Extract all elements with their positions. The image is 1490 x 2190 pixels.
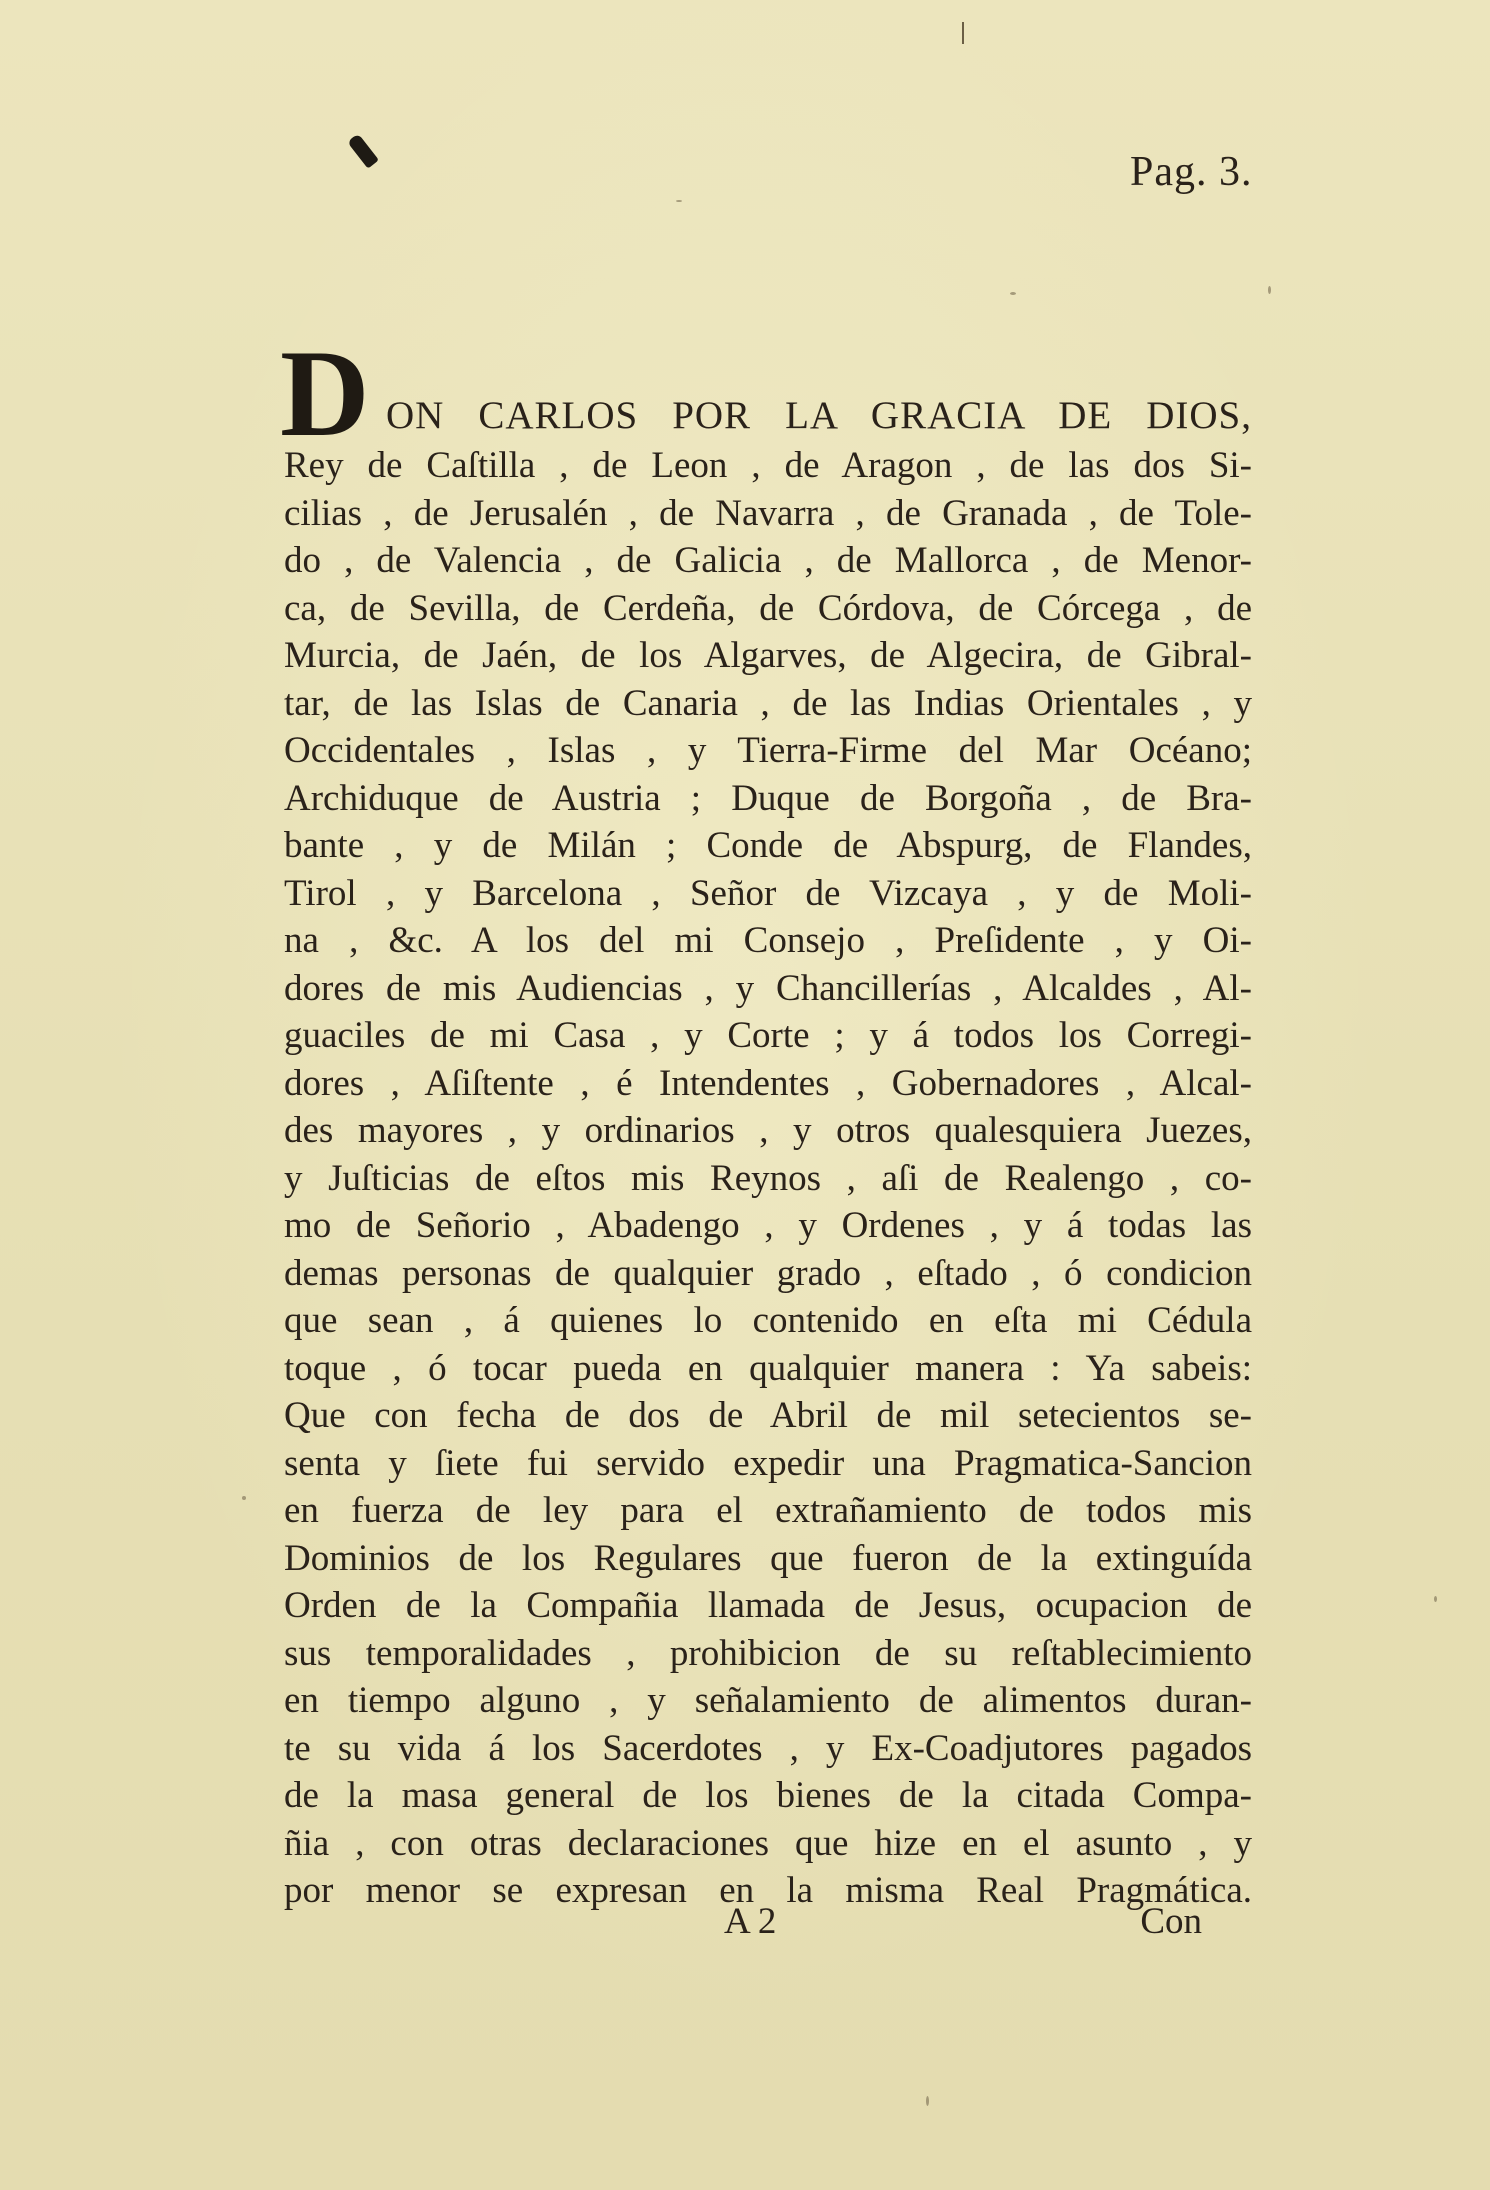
text-line: guaciles de mi Casa , y Corte ; y á todos los Corregi- [284,1015,1252,1056]
paper-speck [1268,286,1271,294]
text-line: Tirol , y Barcelona , Señor de Vizcaya , y de Moli- [284,872,1252,914]
text-line: Murcia, de Jaén, de los Algarves, de Algecira, de Gibral- [284,635,1252,676]
text-line: demas personas de qualquier grado , eſtado , ó condicion [284,1252,1252,1294]
text-line: dores , Aſiſtente , é Intendentes , Gobernadores , Alcal- [284,1062,1252,1104]
text-line: te su vida á los Sacerdotes , y Ex-Coadjutores pagados [284,1727,1252,1769]
text-line: ñia , con otras declaraciones que hize en el asunto , y [284,1822,1252,1864]
text-line: cilias , de Jerusalén , de Navarra , de Granada , de Tole- [284,492,1252,534]
text-line: ca, de Sevilla, de Cerdeña, de Córdova, de Córcega , de [284,587,1252,629]
text-line: mo de Señorio , Abadengo , y Ordenes , y á todas las [284,1205,1252,1246]
text-line: que sean , á quienes lo contenido en eſta mi Cédula [284,1300,1252,1341]
ink-blot [347,133,379,168]
paper-speck [1434,1596,1437,1602]
page-number: Pag. 3. [1130,149,1253,195]
paper-speck [1010,292,1016,295]
text-line: tar, de las Islas de Canaria , de las Indias Orientales , y [284,682,1252,724]
text-line: dores de mis Audiencias , y Chancillerías , Alcaldes , Al- [284,967,1252,1009]
opening-line [280,325,1252,462]
text-line: Archiduque de Austria ; Duque de Borgoña , de Bra- [284,777,1252,819]
text-line: en tiempo alguno , y señalamiento de alimentos duran- [284,1680,1252,1721]
paper-speck [242,1496,246,1500]
paper-speck [926,2096,929,2106]
text-line: de la masa general de los bienes de la citada Compa- [284,1775,1252,1816]
main-text-block [280,325,1252,1915]
text-line: toque , ó tocar pueda en qualquier manera : Ya sabeis: [284,1347,1252,1389]
text-line: y Juſticias de eſtos mis Reynos , aſi de Realengo , co- [284,1157,1252,1199]
paper-speck [676,200,682,202]
text-line: do , de Valencia , de Galicia , de Mallorca , de Menor- [284,540,1252,581]
margin-mark [962,22,964,44]
text-line: bante , y de Milán ; Conde de Abspurg, de Flandes, [284,825,1252,866]
text-line: senta y ſiete fui servido expedir una Pragmatica-Sancion [284,1442,1252,1484]
catchword: Con [1140,1901,1202,1942]
text-line: des mayores , y ordinarios , y otros qualesquiera Juezes, [284,1110,1252,1151]
text-line: en fuerza de ley para el extrañamiento de todos mis [284,1490,1252,1531]
text-line: Dominios de los Regulares que fueron de la extinguída [284,1537,1252,1579]
signature-mark: A 2 [724,1901,777,1942]
text-line: Occidentales , Islas , y Tierra-Firme del Mar Océano; [284,730,1252,771]
drop-cap: D [280,325,370,462]
text-line: Rey de Caſtilla , de Leon , de Aragon , de las dos Si- [284,445,1252,486]
page-footer [284,1900,1252,1950]
text-line: Que con fecha de dos de Abril de mil setecientos se- [284,1395,1252,1436]
text-line: sus temporalidades , prohibicion de su reſtablecimiento [284,1632,1252,1674]
opening-heading: ON CARLOS POR LA GRACIA DE DIOS, [386,394,1252,437]
text-line: por menor se expresan en la misma Real Pragmática. [284,1870,1252,1911]
text-line: Orden de la Compañia llamada de Jesus, ocupacion de [284,1585,1252,1626]
text-line: na , &c. A los del mi Consejo , Preſidente , y Oi- [284,920,1252,961]
